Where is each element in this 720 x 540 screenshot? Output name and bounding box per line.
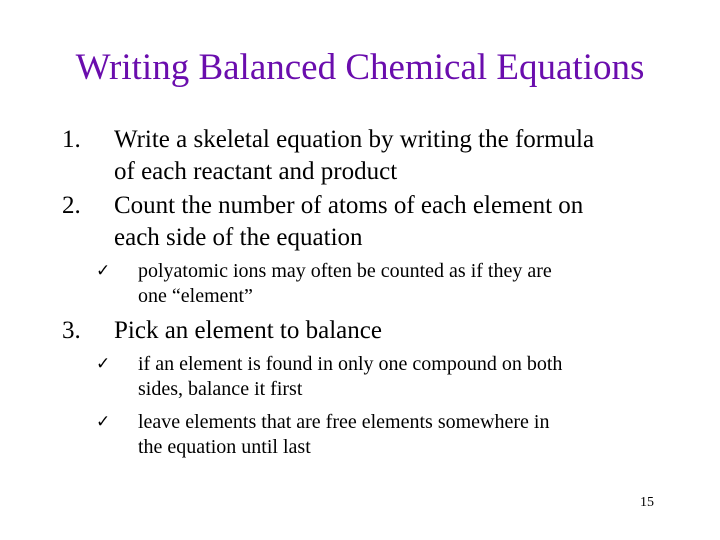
note-line: one “element” (138, 285, 253, 307)
step-line: Write a skeletal equation by writing the formula (114, 126, 595, 153)
note-line: if an element is found in only one compound on both (138, 353, 563, 375)
step-number: 1. (62, 126, 81, 153)
check-icon: ✓ (96, 412, 111, 432)
step-line: of each reactant and product (114, 158, 398, 185)
step-line: Count the number of atoms of each element on (114, 192, 584, 219)
step-number: 2. (62, 192, 81, 219)
step-line: each side of the equation (114, 224, 363, 251)
note-line: leave elements that are free elements somewhere in (138, 411, 550, 433)
slide-title: Writing Balanced Chemical Equations (75, 47, 645, 88)
check-icon: ✓ (96, 354, 111, 374)
step-number: 3. (62, 317, 81, 344)
note-line: sides, balance it first (138, 378, 303, 400)
note-line: polyatomic ions may often be counted as if they are (138, 260, 552, 282)
check-icon: ✓ (96, 261, 111, 281)
page-number: 15 (640, 495, 654, 510)
step-line: Pick an element to balance (114, 317, 382, 344)
note-line: the equation until last (138, 436, 311, 458)
